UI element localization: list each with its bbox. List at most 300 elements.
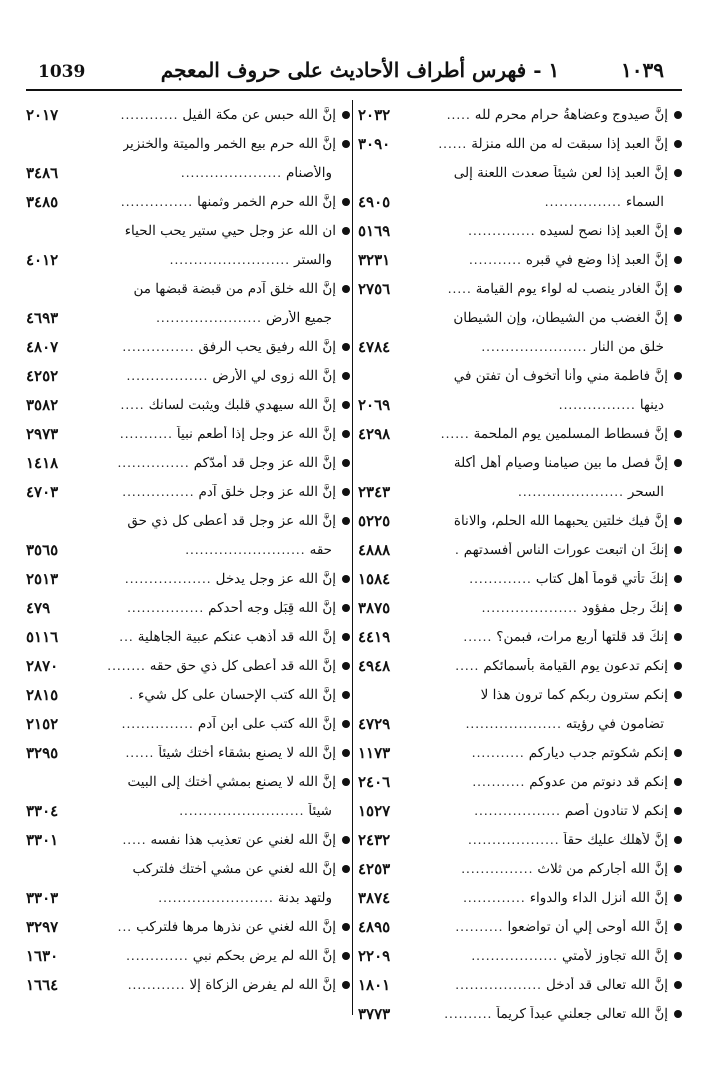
entry-text: إنَّ العبد إذا لعن شيئاً صعدت اللعنة إلى (453, 164, 668, 181)
dot-leader: ................... (468, 832, 560, 847)
entry-text: إنَّ الغادر ينصب له لواء يوم القيامة (475, 280, 668, 297)
dot-leader: ............... (121, 716, 194, 731)
entry-text: إنَّ الله تعالى قد أدخل (545, 976, 668, 993)
entry-line (358, 361, 682, 390)
hadith-number: ٤٩٤٨ (358, 656, 391, 675)
dot-leader: . (129, 687, 135, 702)
entry-text-group (454, 455, 682, 471)
bullet-icon (674, 691, 682, 699)
index-entry (358, 912, 682, 941)
bullet-icon (674, 285, 682, 293)
entry-text: إنكم لا تنادون أصم (564, 802, 668, 819)
hadith-number: ٣٤٨٦ (26, 163, 59, 182)
entry-text: إنَّ فسطاط المسلمين يوم الملحمة (473, 425, 668, 442)
dot-leader: ................ (558, 397, 636, 412)
entry-text: إنَّ الله لغني عن نذرها مرها فلتركب (136, 918, 336, 935)
dot-leader: ............. (463, 890, 526, 905)
bullet-icon (342, 401, 350, 409)
dot-leader: .................. (471, 948, 558, 963)
index-entry (358, 535, 682, 564)
hadith-number: ٥٢٢٥ (358, 511, 391, 530)
hadith-number: ٢٠٦٩ (358, 395, 391, 414)
entry-text-group (454, 368, 682, 384)
entry-line (26, 651, 350, 680)
dot-leader: .......... (444, 1006, 493, 1021)
dot-leader: .................. (455, 977, 542, 992)
entry-text: ان الله عز وجل حيي ستير يحب الحياء (124, 222, 336, 239)
entry-text-group (555, 397, 664, 413)
entry-line (26, 361, 350, 390)
hadith-number: ٣٢٣١ (358, 250, 391, 269)
dot-leader: .......................... (179, 803, 305, 818)
index-entry (26, 738, 350, 767)
index-entry (26, 709, 350, 738)
entry-text-group (177, 165, 332, 181)
hadith-number: ٢٥١٣ (26, 569, 59, 588)
entry-line (26, 390, 350, 419)
bullet-icon (342, 111, 350, 119)
bullet-icon (674, 1010, 682, 1018)
entry-text-group (451, 658, 682, 674)
entry-text-group (468, 774, 682, 790)
bullet-icon (342, 923, 350, 931)
hadith-number: ١١٧٣ (358, 743, 391, 762)
index-entry (358, 883, 682, 912)
entry-text: والستر (294, 251, 332, 268)
entry-line (358, 419, 682, 448)
entry-text-group (454, 165, 682, 181)
bullet-icon (674, 807, 682, 815)
bullet-icon (674, 256, 682, 264)
dot-leader: ...................... (156, 310, 262, 325)
entry-line (358, 274, 682, 303)
entry-text: إنَّ الله قِبَل وجه أحدكم (208, 599, 336, 616)
entry-text-group (123, 136, 350, 152)
bullet-icon (674, 952, 682, 960)
entry-text: إنَّ الله عز وجل قد أمدّكم (193, 454, 336, 471)
entry-text-group (121, 571, 350, 587)
entry-text: إنكم تدعون يوم القيامة بأسمائكم (483, 657, 668, 674)
dot-leader: .................. (474, 803, 561, 818)
index-entry (358, 274, 682, 303)
hadith-number: ١٦٦٤ (26, 975, 59, 994)
entry-text-group (464, 223, 682, 239)
hadith-number: ٢٠١٧ (26, 105, 59, 124)
page-number-latin: 1039 (38, 62, 86, 82)
entry-line (358, 129, 682, 158)
dot-leader: ...... (463, 629, 493, 644)
entry-text-group (434, 136, 682, 152)
index-entry (358, 245, 682, 274)
entry-text: دينها (639, 396, 664, 413)
entry-text-group (116, 426, 350, 442)
hadith-number: ٣٧٧٣ (358, 1004, 391, 1023)
dot-leader: ................ (544, 194, 622, 209)
bullet-icon (674, 372, 682, 380)
bullet-icon (342, 517, 350, 525)
hadith-number: ٥١١٦ (26, 627, 59, 646)
bullet-icon (342, 140, 350, 148)
entry-text: إنَّ الله قد أذهب عنكم عبية الجاهلية (137, 628, 336, 645)
dot-leader: ........... (472, 774, 526, 789)
entry-text-group (133, 281, 350, 297)
hadith-number: ١٥٢٧ (358, 801, 391, 820)
entry-text-group (468, 745, 682, 761)
entry-text: إنَّ الله سيهدي قلبك ويثبت لسانك (148, 396, 336, 413)
hadith-number: ٣٣٠٣ (26, 888, 59, 907)
dot-leader: ............. (469, 571, 532, 586)
entry-line (26, 593, 350, 622)
entry-text-group (154, 890, 332, 906)
entry-text: إنكَ قد قلتها أربع مرات، فبمن؟ (496, 628, 668, 645)
entry-line (26, 158, 350, 187)
hadith-number: ٣٠٩٠ (358, 134, 391, 153)
entry-line (26, 245, 350, 274)
bullet-icon (342, 749, 350, 757)
index-entry (358, 100, 682, 129)
entry-line (26, 187, 350, 216)
entry-text-group (123, 600, 350, 616)
bullet-icon (674, 111, 682, 119)
entry-line (26, 129, 350, 158)
dot-leader: ........... (119, 426, 173, 441)
bullet-icon (674, 575, 682, 583)
entry-line (358, 912, 682, 941)
index-entry (26, 477, 350, 506)
bullet-icon (342, 778, 350, 786)
bullet-icon (342, 227, 350, 235)
dot-leader: ............... (117, 455, 190, 470)
index-entry (26, 274, 350, 332)
bullet-icon (674, 546, 682, 554)
dot-leader: .................... (481, 600, 578, 615)
entry-text: إنَّ لأهلك عليك حقاً (563, 831, 668, 848)
entry-line (26, 854, 350, 883)
entry-line (26, 535, 350, 564)
entry-text: إنَّ الله حبس عن مكة الفيل (182, 106, 336, 123)
entry-text: إنَّ الله قد أعطى كل ذي حق حقه (149, 657, 336, 674)
entry-text: إنَّ الله لم يفرض الزكاة إلا (189, 976, 336, 993)
hadith-number: ٢٣٤٣ (358, 482, 391, 501)
bullet-icon (674, 923, 682, 931)
entry-text-group (437, 426, 682, 442)
bullet-icon (674, 836, 682, 844)
entry-text: إنكم سترون ربكم كما ترون هذا لا (480, 686, 668, 703)
entry-text: إنَّ العبد إذا نصح لسيده (539, 222, 668, 239)
index-entry (358, 564, 682, 593)
entry-text-group (127, 513, 350, 529)
bullet-icon (674, 662, 682, 670)
entry-line (358, 187, 682, 216)
entry-line (358, 767, 682, 796)
entry-text-group (451, 977, 682, 993)
dot-leader: ................. (126, 368, 209, 383)
entry-text: السحر (627, 483, 664, 500)
dot-leader: .................... (465, 716, 562, 731)
index-entry (26, 187, 350, 216)
entry-text: إنَّ الغضب من الشيطان، وإن الشيطان (453, 309, 668, 326)
hadith-number: ٤٤١٩ (358, 627, 391, 646)
entry-line (358, 477, 682, 506)
hadith-number: ٢٩٧٣ (26, 424, 59, 443)
entry-text-group (181, 542, 332, 558)
entry-line (26, 506, 350, 535)
index-entry (358, 825, 682, 854)
bullet-icon (342, 691, 350, 699)
entry-line (358, 709, 682, 738)
entry-text: إنَّ العبد إذا وضع في قبره (525, 251, 668, 268)
entry-text-group (478, 600, 682, 616)
index-entry (358, 767, 682, 796)
index-entry (358, 448, 682, 506)
index-entry (26, 361, 350, 390)
dot-leader: ... (117, 919, 133, 934)
entry-text: إنكَ ان اتبعت عورات الناس أفسدتهم (463, 541, 668, 558)
index-entry (358, 738, 682, 767)
hadith-number: ٣٣٠٤ (26, 801, 59, 820)
entry-text: إنكم شكوتم جدب دياركم (528, 744, 668, 761)
dot-leader: ..... (455, 658, 480, 673)
entry-text-group (541, 194, 664, 210)
bullet-icon (674, 227, 682, 235)
entry-text-group (451, 542, 682, 558)
entry-line (358, 564, 682, 593)
entry-line (358, 303, 682, 332)
running-title: ١ - فهرس أطراف الأحاديث على حروف المعجم (160, 58, 560, 82)
entry-line (26, 332, 350, 361)
entry-line (358, 158, 682, 187)
entry-text-group (465, 571, 682, 587)
entry-text: إنَّ الله زوى لي الأرض (212, 367, 336, 384)
entry-line (358, 332, 682, 361)
entry-line (26, 100, 350, 129)
index-entry (26, 216, 350, 274)
entry-line (358, 970, 682, 999)
hadith-number: ٤٠١٢ (26, 250, 59, 269)
entry-line (358, 941, 682, 970)
bullet-icon (674, 140, 682, 148)
bullet-icon (674, 894, 682, 902)
entry-line (26, 941, 350, 970)
hadith-number: ٣٥٨٢ (26, 395, 59, 414)
index-entry (358, 999, 682, 1028)
hadith-number: ٢٤٣٢ (358, 830, 391, 849)
entry-line (26, 448, 350, 477)
header-rule (26, 89, 682, 91)
bullet-icon (674, 459, 682, 467)
bullet-icon (674, 633, 682, 641)
entry-text-group (451, 919, 682, 935)
dot-leader: .......... (455, 919, 504, 934)
hadith-number: ٣٥٦٥ (26, 540, 59, 559)
entry-text-group (457, 861, 682, 877)
entry-line (358, 796, 682, 825)
bullet-icon (342, 836, 350, 844)
hadith-number: ٤٢٥٣ (358, 859, 391, 878)
entry-line (26, 883, 350, 912)
index-entry (26, 129, 350, 187)
entry-text: حقه (309, 541, 332, 558)
entry-text: إنَّ الله عز وجل يدخل (215, 570, 336, 587)
hadith-number: ٤٢٥٢ (26, 366, 59, 385)
hadith-number: ٤٨٩٥ (358, 917, 391, 936)
entry-line (26, 825, 350, 854)
entry-line (26, 796, 350, 825)
entry-text: إنَّ الله أوحى إلي أن تواضعوا (507, 918, 668, 935)
entry-text: والأصنام (286, 164, 332, 181)
index-entry (358, 303, 682, 361)
entry-text: خلق من النار (591, 338, 664, 355)
bullet-icon (342, 952, 350, 960)
entry-text-group (115, 629, 350, 645)
hadith-number: ٤٨٨٨ (358, 540, 391, 559)
entry-text-group (464, 832, 682, 848)
dot-leader: ............... (122, 484, 195, 499)
entry-line (26, 680, 350, 709)
entry-text-group (114, 919, 350, 935)
index-entry (358, 216, 682, 245)
entry-text: إنَّ الله عز وجل إذا أطعم نبياً (176, 425, 336, 442)
bullet-icon (342, 488, 350, 496)
entry-text: إنَّ الله خلق آدم من قبضة قبضها من (133, 280, 336, 297)
hadith-number: ٣٨٧٤ (358, 888, 391, 907)
hadith-number: ١٦٣٠ (26, 946, 59, 965)
dot-leader: ...... (125, 745, 155, 760)
index-entry (358, 158, 682, 216)
entry-line (26, 303, 350, 332)
hadith-number: ٤٢٩٨ (358, 424, 391, 443)
bullet-icon (342, 459, 350, 467)
entry-text: إنَّ الله عز وجل قد أعطى كل ذي حق (127, 512, 336, 529)
index-entry (26, 912, 350, 941)
bullet-icon (674, 430, 682, 438)
hadith-number: ٢٢٠٩ (358, 946, 391, 965)
bullet-icon (674, 778, 682, 786)
bullet-icon (674, 865, 682, 873)
entry-text-group (122, 368, 350, 384)
entry-text: إنكَ تأتي قوماً أهل كتاب (535, 570, 668, 587)
hadith-number: ٢٤٠٦ (358, 772, 391, 791)
dot-leader: ................ (127, 600, 205, 615)
dot-leader: ..... (122, 832, 147, 847)
bullet-icon (674, 604, 682, 612)
entry-text: إنَّ الله حرم بيع الخمر والميتة والخنزير (122, 135, 336, 152)
index-entry (358, 129, 682, 158)
entry-text: إنَّ صيدوج وعضاهةُ حرام محرم لله (474, 106, 668, 123)
entry-line (358, 825, 682, 854)
dot-leader: ............... (122, 339, 195, 354)
index-column-right (358, 100, 682, 1028)
dot-leader: ...................... (518, 484, 624, 499)
bullet-icon (342, 865, 350, 873)
entry-text: ولتهد بدنة (277, 889, 332, 906)
dot-leader: ............... (120, 194, 194, 209)
hadith-number: ٤٧٨٤ (358, 337, 391, 356)
index-entry (358, 680, 682, 738)
entry-text-group (118, 832, 350, 848)
index-entry (26, 970, 350, 999)
index-entry (26, 564, 350, 593)
entry-text-group (117, 107, 350, 123)
index-entry (26, 680, 350, 709)
entry-text-group (103, 658, 350, 674)
index-entry (358, 854, 682, 883)
entry-line (26, 564, 350, 593)
hadith-number: ١٨٠١ (358, 975, 391, 994)
entry-line (358, 622, 682, 651)
bullet-icon (342, 981, 350, 989)
dot-leader: ............. (126, 948, 189, 963)
entry-text-group (122, 948, 350, 964)
entry-text-group (444, 281, 682, 297)
dot-leader: ......................... (185, 542, 306, 557)
entry-text: إنَّ الله لا يصنع بشقاء أختك شيئاً (158, 744, 336, 761)
hadith-number: ٣٣٠١ (26, 830, 59, 849)
entry-line (358, 680, 682, 709)
entry-text: إنَّ الله لم يرض بحكم نبي (192, 947, 336, 964)
index-entry (26, 332, 350, 361)
dot-leader: ..... (120, 397, 145, 412)
bullet-icon (342, 343, 350, 351)
entry-text-group (481, 687, 682, 703)
entry-text-group (166, 252, 332, 268)
bullet-icon (342, 285, 350, 293)
entry-text: إنَّ فاطمة مني وأنا أتخوف أن تفتن في (453, 367, 668, 384)
dot-leader: .............. (468, 223, 536, 238)
entry-text-group (128, 774, 351, 790)
hadith-number: ٤٧٢٩ (358, 714, 391, 733)
hadith-number: ٣٢٩٥ (26, 743, 59, 762)
hadith-number: ٢٨١٥ (26, 685, 59, 704)
entry-text-group (118, 716, 350, 732)
entry-text: إنَّ الله عز وجل خلق آدم (198, 483, 336, 500)
hadith-number: ٤٧٩ (26, 598, 51, 617)
entry-text-group (118, 339, 350, 355)
index-entry (26, 651, 350, 680)
entry-text-group (113, 455, 350, 471)
entry-text: إنَّ الله لغني عن مشي أختك فلتركب (132, 860, 336, 877)
dot-leader: . (454, 542, 460, 557)
hadith-number: ٥١٦٩ (358, 221, 391, 240)
index-entry (26, 593, 350, 622)
entry-line (358, 448, 682, 477)
entry-line (358, 651, 682, 680)
entry-text-group (470, 803, 682, 819)
index-entry (26, 622, 350, 651)
index-entry (26, 767, 350, 825)
hadith-number: ٢٨٧٠ (26, 656, 59, 675)
entry-line (26, 419, 350, 448)
page-number-arabic: ١٠٣٩ (621, 58, 664, 82)
bullet-icon (342, 662, 350, 670)
bullet-icon (342, 633, 350, 641)
index-entry (26, 825, 350, 854)
entry-text-group (465, 252, 682, 268)
entry-text-group (133, 861, 350, 877)
index-entry (26, 506, 350, 564)
entry-text-group (124, 977, 350, 993)
entry-line (358, 535, 682, 564)
entry-text-group (453, 310, 682, 326)
index-entry (358, 361, 682, 419)
entry-line (358, 390, 682, 419)
entry-text-group (477, 339, 664, 355)
entry-line (26, 622, 350, 651)
entry-line (26, 767, 350, 796)
index-entry (358, 419, 682, 448)
hadith-number: ٣٢٩٧ (26, 917, 59, 936)
bullet-icon (342, 372, 350, 380)
